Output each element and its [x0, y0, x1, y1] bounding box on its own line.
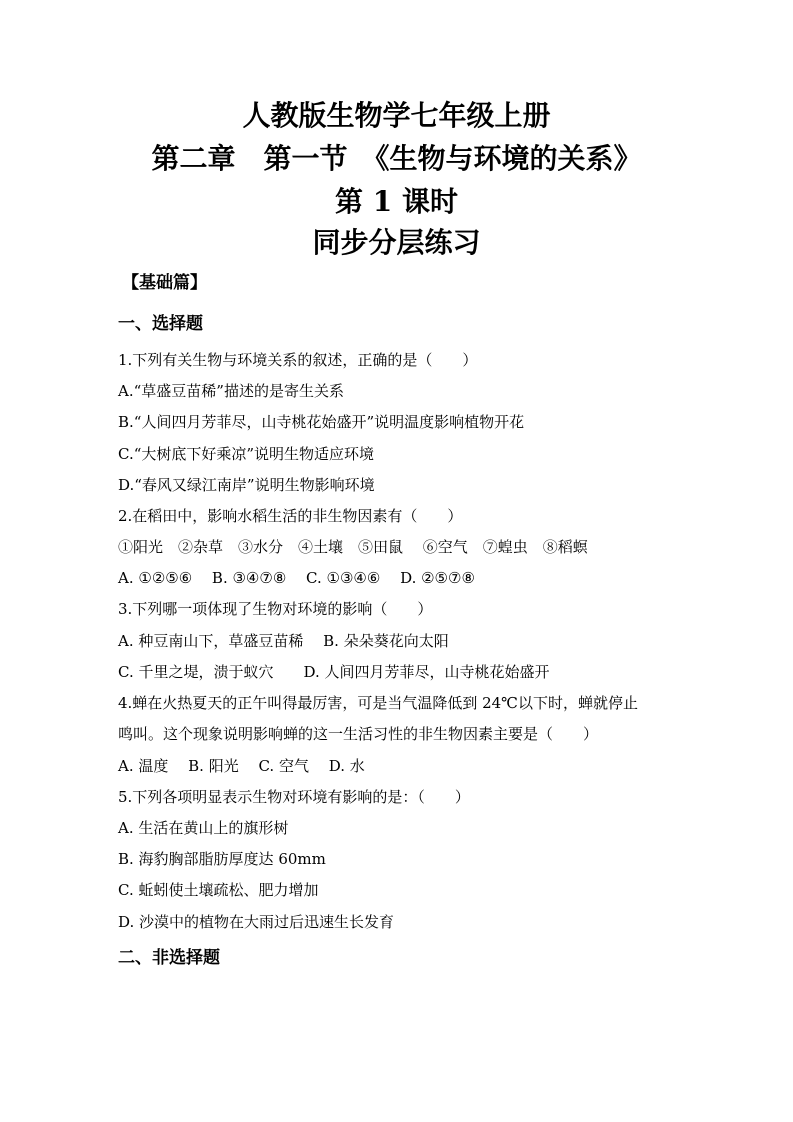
- question-1-option-b: B.“人间四月芳菲尽，山寺桃花始盛开”说明温度影响植物开花: [118, 413, 525, 431]
- part1-heading: 一、选择题: [118, 314, 203, 334]
- question-1-option-a: A.“草盛豆苗稀”描述的是寄生关系: [118, 382, 344, 400]
- question-1-option-d: D.“春风又绿江南岸”说明生物影响环境: [118, 476, 375, 494]
- question-5: 5.下列各项明显表示生物对环境有影响的是：（ ）: [118, 788, 470, 806]
- question-5-option-c: C. 蚯蚓使土壤疏松、肥力增加: [118, 881, 319, 899]
- question-1: 1.下列有关生物与环境关系的叙述，正确的是（ ）: [118, 351, 478, 369]
- question-2-options: A. ①②⑤⑥ B. ③④⑦⑧ C. ①③④⑥ D. ②⑤⑦⑧: [118, 569, 475, 587]
- question-3: 3.下列哪一项体现了生物对环境的影响（ ）: [118, 600, 433, 618]
- question-5-option-d: D. 沙漠中的植物在大雨过后迅速生长发育: [118, 913, 395, 931]
- part2-heading: 二、非选择题: [118, 948, 220, 968]
- exercise-title: 同步分层练习: [312, 226, 481, 259]
- question-5-option-a: A. 生活在黄山上的旗形树: [118, 819, 289, 837]
- question-1-option-c: C.“大树底下好乘凉”说明生物适应环境: [118, 445, 375, 463]
- question-4-continued: 鸣叫。这个现象说明影响蝉的这一生活习性的非生物因素主要是（ ）: [118, 725, 599, 743]
- question-4-options: A. 温度 B. 阳光 C. 空气 D. 水: [118, 757, 365, 775]
- question-2-factors: ①阳光 ②杂草 ③水分 ④土壤 ⑤田鼠 ⑥空气 ⑦蝗虫 ⑧稻螟: [118, 538, 588, 556]
- section-basic-heading: 【基础篇】: [122, 273, 207, 293]
- question-3-options-cd: C. 千里之堤，溃于蚁穴 D. 人间四月芳菲尽，山寺桃花始盛开: [118, 663, 550, 681]
- question-3-options-ab: A. 种豆南山下，草盛豆苗稀 B. 朵朵葵花向太阳: [118, 632, 449, 650]
- lesson-title: 第 1 课时: [335, 185, 458, 218]
- question-5-option-b: B. 海豹胸部脂肪厚度达 60mm: [118, 850, 326, 868]
- question-2: 2.在稻田中，影响水稻生活的非生物因素有（ ）: [118, 507, 463, 525]
- doc-title: 人教版生物学七年级上册: [242, 99, 551, 132]
- question-4: 4.蝉在火热夏天的正午叫得最厉害，可是当气温降低到 24℃以下时，蝉就停止: [118, 694, 638, 712]
- chapter-title: 第二章 第一节 《生物与环境的关系》: [151, 142, 642, 175]
